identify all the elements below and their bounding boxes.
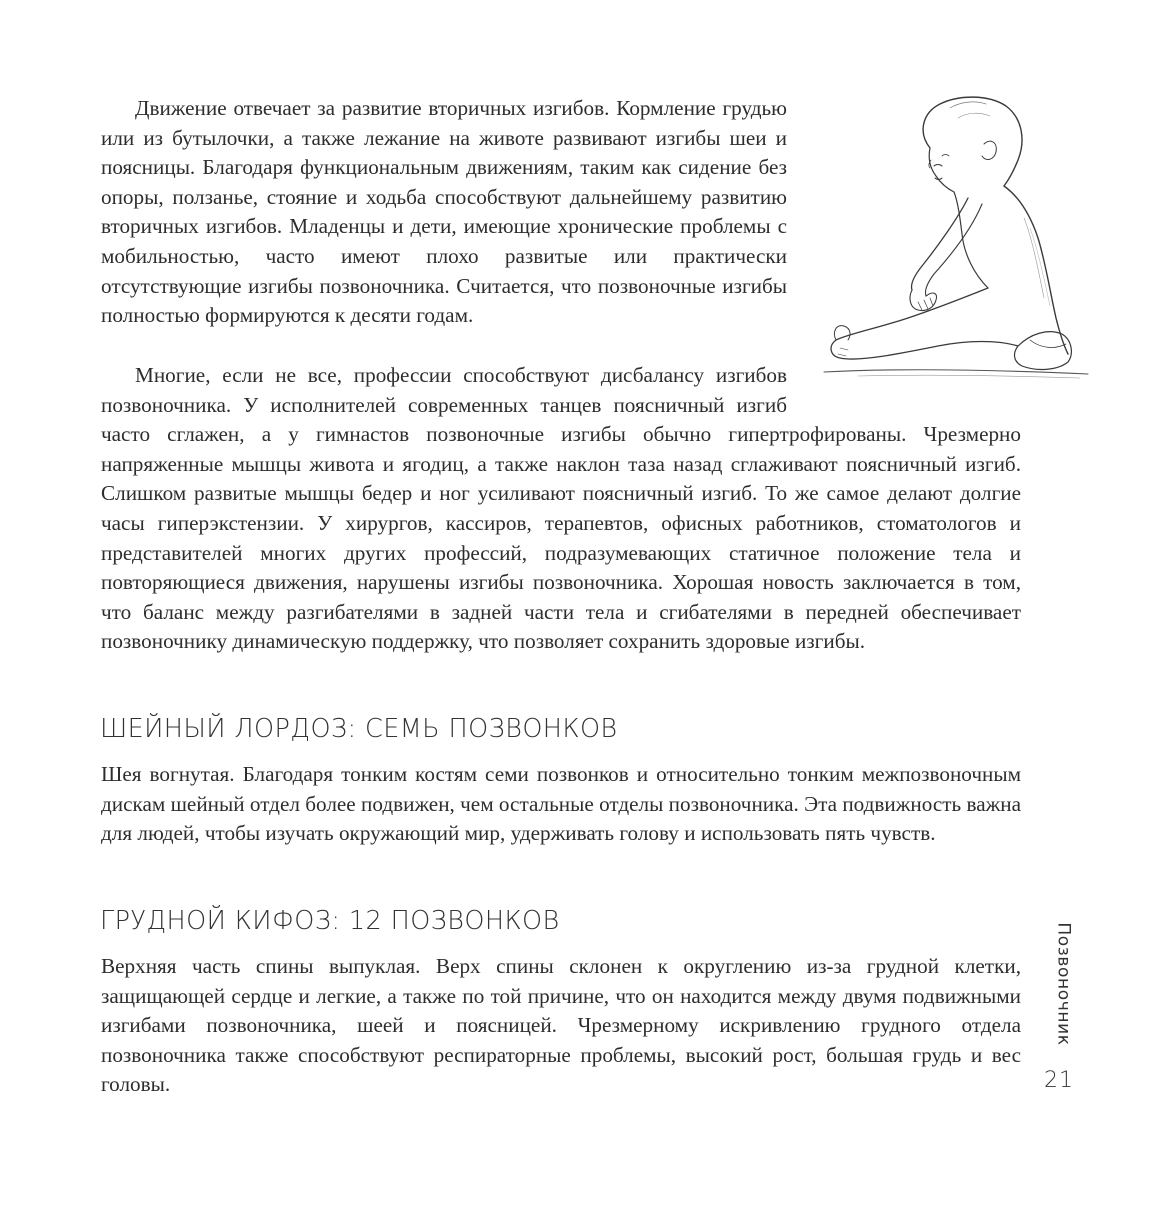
paragraph-cervical: Шея вогнутая. Благодаря тонким костям семи позвонков и относительно тонким межпозвоночным дискам шейный отдел более подвижен, чем остальные отделы позвоночника. Эта подвижность важна для людей, чтобы изучать окружающий мир, удерживать голову и использовать пять чувств. (101, 762, 1021, 846)
heading-thoracic-kyphosis: ГРУДНОЙ КИФОЗ: 12 ПОЗВОНКОВ (100, 906, 560, 936)
paragraph-secondary-curves: Движение отвечает за развитие вторичных изгибов. Кормление грудью или из бутылочки, а также лежание на животе развивают изгибы шеи и поясницы. Благодаря функциональным движениям, таким как сидение без опоры, ползанье, стояние и ходьба способствуют дальнейшему развитию вторичных изгибов. Младенцы и дети, имеющие хронические проблемы с мобильностью, часто имеют плохо развитые или практически отсутствующие изгибы позвоночника. Считается, что позвоночные изгибы полностью формируются к десяти годам. (101, 96, 787, 328)
running-head (1036, 922, 1092, 1046)
paragraph-professions-wrapper (101, 361, 1021, 657)
seated-baby-illustration (818, 78, 1093, 383)
illustration-float-space (787, 361, 1021, 413)
page-number: 21 (1044, 1068, 1074, 1093)
running-head-label: Позвоночник (1054, 922, 1075, 1046)
paragraph-professions: Многие, если не все, профессии способствуют дисбалансу изгибов позвоночника. У исполнителей современных танцев поясничный изгиб часто сглажен, а у гимнастов позвоночные изгибы обычно гипертрофированы. Чрезмерно напряженные мышцы живота и ягодиц, а также наклон таза назад сглаживают поясничный изгиб. Слишком развитые мышцы бедер и ног усиливают поясничный изгиб. То же самое делают долгие часы гиперэкстензии. У хирургов, кассиров, терапевтов, офисных работников, стоматологов и представителей многих других профессий, подразумевающих статичное положение тела и повторяющиеся движения, нарушены изгибы позвоночника. Хорошая новость заключается в том, что баланс между разгибателями в задней части тела и сгибателями в передней обеспечивает позвоночнику динамическую поддержку, что позволяет сохранить здоровые изгибы. (101, 363, 1021, 654)
heading-cervical-lordosis: ШЕЙНЫЙ ЛОРДОЗ: СЕМЬ ПОЗВОНКОВ (100, 714, 618, 744)
seated-baby-sketch-icon (818, 78, 1093, 383)
paragraph-thoracic: Верхняя часть спины выпуклая. Верх спины склонен к округлению из-за грудной клетки, защищающей сердце и легкие, а также по той причине, что он находится между двумя подвижными изгибами позвоночника, шеей и поясницей. Чрезмерному искривлению грудного отдела позвоночника также способствуют респираторные проблемы, высокий рост, большая грудь и вес головы. (101, 954, 1021, 1097)
